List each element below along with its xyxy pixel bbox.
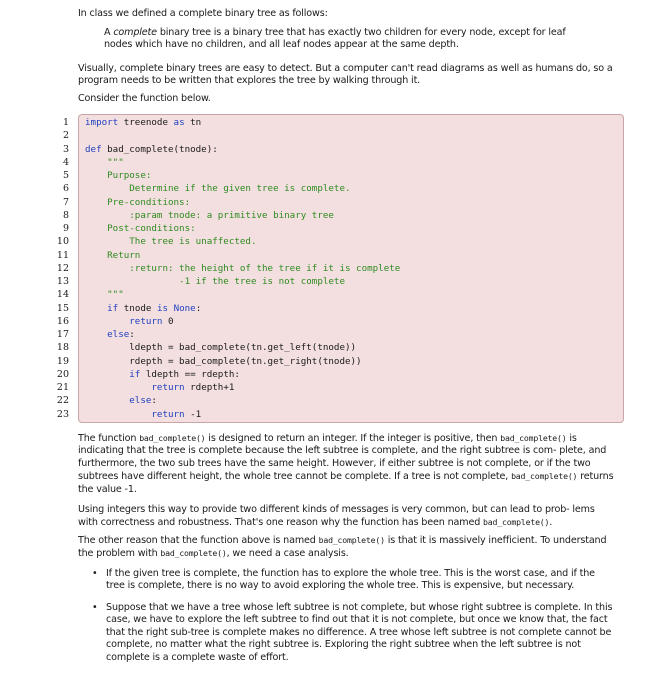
line-number: 11	[56, 249, 69, 261]
line-number: 9	[62, 223, 69, 234]
code-line	[56, 355, 625, 368]
code-text: Determine if the given tree is complete.	[85, 183, 351, 195]
code-text: if tnode is None:	[107, 302, 202, 314]
code-line	[56, 288, 625, 301]
line-number: 22	[56, 395, 69, 407]
line-number: 17	[56, 329, 69, 340]
inline-code: bad_complete()	[318, 535, 385, 545]
definition-emphasis: complete	[113, 27, 157, 38]
intro-paragraph: In class we defined a complete binary tree as follows:	[78, 8, 328, 19]
code-text: """	[85, 289, 124, 301]
other-reason-paragraph: The other reason that the function above is named bad_complete() is that it is massively inefficient. To understand the problem with bad_complete(), we need a case analysis.	[78, 535, 607, 560]
line-number: 20	[56, 368, 69, 380]
line-number: 23	[56, 408, 69, 420]
definition-text-start: A	[104, 27, 114, 38]
code-line	[56, 275, 625, 288]
line-number: 4	[62, 156, 69, 168]
document-page: In class we defined a complete binary tree as follows: A complete binary tree is a binary tree that has exactly two children for every node, except for leaf nodes which have no children, and all leaf nodes appear at the same depth. Visually, complete binary trees are easy to detect. But a computer can't read diagrams as well as humans do, so a program needs to be written that explores the tree by walking through it. Consider the function below. 1 import treenode as tn 2 3 def bad_complete(tnode): 4 """ 5 Purpose: 6 Determine if the given tree is complete. 7 Pre-conditions: 8 :param tnode: a primitive binary tree 9 Post-conditions: 10 The tree is unaffected. 11 Return 12 :return: the height of the tree if it is complete 13 -1 if the tree is not complete 14 """ 15 if tnode is None: 16 return 0 17 else: 18 ldepth = bad_complete(tn.get_left(tnode)) 19 rdepth = bad_complete(tn.get_right(tnode)) 20 if ldepth == rdepth: 21 return rdepth+1 22 else: 23 return -1 The function bad_complete() is designed to return an integer. If the integer is positive, then bad_complete() is indicating that the tree is complete because the left subtree is complete, and the right subtree is com- plete, and furthermore, the two sub trees have the same height. However, if either subtree is not complete, or if the two subtrees have different height, the whole tree cannot be complete. If a tree is not complete, bad_complete() returns the value -1. Using integers this way to provide two different kinds of messages is very common, but can lead to prob- lems with correctness and robustness. That's one reason why the function has been named bad_complete(). The other reason that the function above is named bad_complete() is that it is massively inefficient. To understand the problem with bad_complete(), we need a case analysis. • If the given tree is complete, the function has to explore the whole tree. This is the worst case, and if the tree is complete, there is no way to avoid exploring the whole tree. This is expensive, but necessary. • Suppose that we have a tree whose left subtree is not complete, but whose right subtree is complete. In this case, we have to explore the left subtree to find out that it is not complete, but once we know that, the fact that the right sub-tree is complete makes no difference. A tree whose left subtree is not complete cannot be complete, no matter what the right subtree is. Exploring the right subtree when the left subtree is not complete is a complete waste of effort.	[0, 0, 672, 699]
definition-quote	[104, 27, 590, 52]
code-text: -1 if the tree is not complete	[85, 276, 345, 287]
line-number: 3	[62, 143, 69, 155]
line-number: 14	[56, 289, 69, 301]
consider-paragraph: Consider the function below.	[78, 93, 211, 104]
code-line	[56, 394, 625, 407]
definition-text-end: binary tree is a binary tree that has exactly two children for every node, except for leaf nodes which have no children, and all leaf nodes appear at the same depth.	[104, 27, 566, 51]
line-number: 8	[62, 209, 69, 221]
line-number: 21	[56, 382, 69, 393]
code-line	[56, 341, 625, 354]
line-number: 2	[62, 130, 69, 142]
code-text: Purpose:	[85, 170, 152, 181]
code-text: rdepth = bad_complete(tn.get_right(tnode))	[85, 355, 362, 367]
code-text: if ldepth == rdepth:	[129, 368, 240, 380]
inline-code: bad_complete()	[511, 471, 578, 482]
code-text: Return	[85, 249, 141, 261]
line-number: 13	[56, 276, 69, 287]
line-number: 6	[62, 183, 69, 195]
code-line	[62, 156, 625, 169]
code-text: :param tnode: a primitive binary tree	[85, 209, 334, 221]
code-line	[62, 129, 625, 142]
code-text: return 0	[129, 315, 174, 327]
code-text: """	[85, 156, 124, 168]
line-number: 7	[62, 196, 69, 208]
code-text: return -1	[151, 408, 202, 420]
code-line	[62, 196, 625, 209]
code-line	[62, 222, 625, 235]
inline-code: bad_complete()	[139, 433, 206, 443]
line-number: 18	[56, 342, 69, 354]
integers-paragraph: Using integers this way to provide two different kinds of messages is very common, but can lead to prob- lems with correctness and robustness. That's one reason why the function has been named bad_complete().	[78, 504, 595, 529]
code-line	[62, 116, 625, 129]
code-listing	[56, 114, 624, 423]
bullet-icon: •	[92, 568, 98, 579]
code-line	[56, 315, 625, 328]
function-paragraph: The function bad_complete() is designed to return an integer. If the integer is positive, then bad_complete() is indicating that the tree is complete because the left subtree is complete, and the right subtree is com- plete, and furthermore, the two sub trees have the same height. However, if either subtree is not complete, or if the two subtrees have different height, the whole tree cannot be complete. If a tree is not complete, bad_complete() returns the value -1.	[78, 433, 614, 495]
inline-code: bad_complete()	[500, 433, 567, 443]
code-text: Pre-conditions:	[85, 196, 191, 208]
line-number: 15	[56, 302, 69, 314]
line-number: 16	[56, 315, 69, 327]
code-line	[56, 302, 625, 315]
code-text: Post-conditions:	[85, 223, 196, 234]
line-number: 1	[62, 117, 69, 128]
code-line	[62, 143, 625, 156]
line-number: 5	[62, 170, 69, 181]
visual-paragraph: Visually, complete binary trees are easy to detect. But a computer can't read diagrams as well as humans do, so a program needs to be written that explores the tree by walking through it.	[78, 63, 613, 87]
line-number: 10	[56, 236, 69, 248]
code-line	[56, 262, 625, 275]
code-line	[56, 381, 625, 394]
code-text: ldepth = bad_complete(tn.get_left(tnode))	[85, 342, 357, 354]
code-line	[56, 408, 625, 421]
line-number: 19	[56, 355, 69, 367]
inline-code: bad_complete()	[483, 517, 550, 528]
code-line	[62, 209, 625, 222]
code-line	[62, 182, 625, 195]
code-text: The tree is unaffected.	[85, 236, 257, 248]
inline-code: bad_complete()	[160, 548, 227, 559]
code-line	[56, 368, 625, 381]
code-line	[62, 169, 625, 182]
line-number: 12	[56, 262, 69, 274]
code-text: else:	[107, 329, 135, 340]
code-text: def bad_complete(tnode):	[85, 143, 218, 155]
code-text: import treenode as tn	[85, 117, 202, 128]
bullet-icon: •	[92, 602, 98, 613]
code-text: return rdepth+1	[151, 382, 235, 393]
code-line	[56, 235, 625, 248]
code-text: :return: the height of the tree if it is complete	[85, 262, 401, 274]
code-text: else:	[129, 395, 157, 407]
code-line	[56, 249, 625, 262]
code-line	[56, 328, 625, 341]
